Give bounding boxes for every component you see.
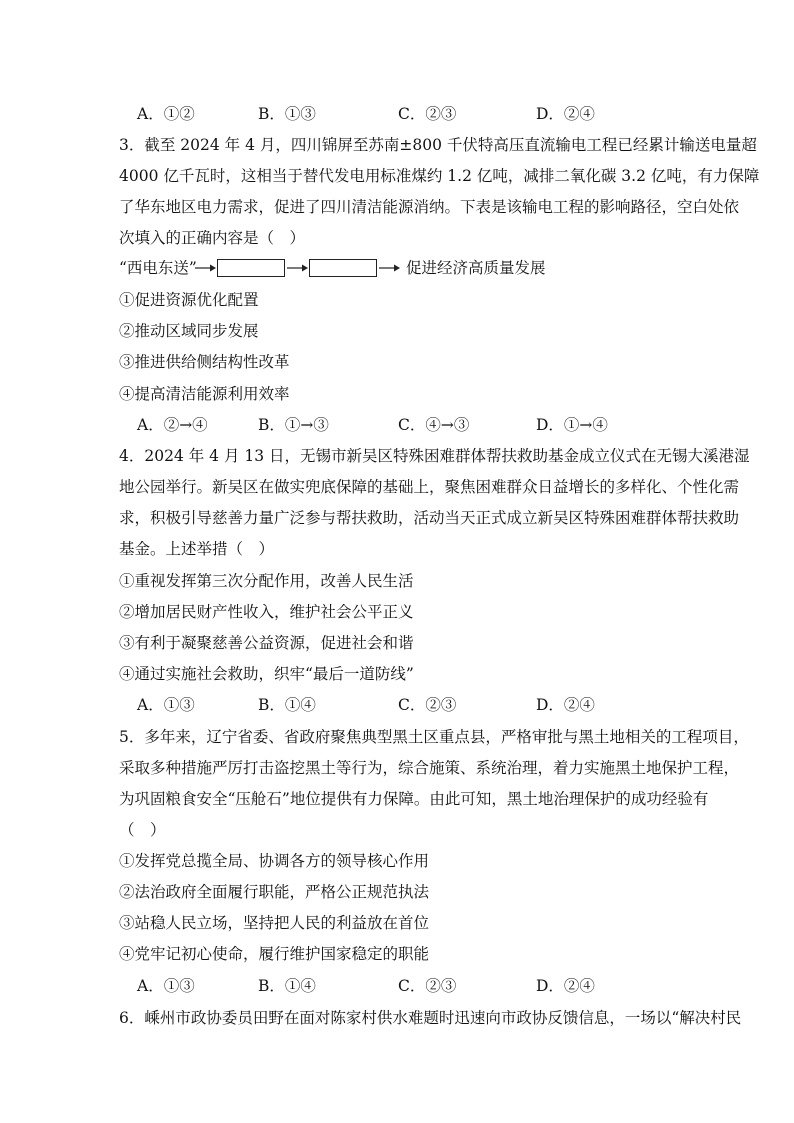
q5-stem-line: 为巩固粮食安全“压舱石”地位提供有力保障。由此可知，黑土地治理保护的成功经验有 [119,790,709,808]
q3-item: ③推进供给侧结构性改革 [119,353,290,371]
q4-stem-line: 求，积极引导慈善力量广泛参与帮扶救助，活动当天正式成立新吴区特殊困难群体帮扶救助 [119,509,740,527]
option-c: C．②③ [398,105,457,123]
option-b: B．①④ [258,977,316,995]
q5-stem-line: （ ） [119,821,166,839]
q4-item: ③有利于凝聚慈善公益资源，促进社会和谐 [119,634,414,652]
option-a: A．①③ [137,977,195,995]
q4-item: ②增加居民财产性收入，维护社会公平正义 [119,603,414,621]
q4-options [137,695,657,715]
q3-options [137,415,657,435]
arrow-right-icon [286,258,308,278]
option-c: C．②③ [398,977,457,995]
option-b: B．①→③ [258,416,329,434]
option-a: A．①③ [137,696,195,714]
option-d: D．②④ [536,977,595,995]
q3-stem-line: 3．截至 2024 年 4 月，四川锦屏至苏南±800 千伏特高压直流输电工程已经累计输送电量超 [119,136,757,154]
q4-item: ④通过实施社会救助，织牢“最后一道防线” [119,665,414,683]
option-b: B．①④ [258,696,316,714]
arrow-right-icon [194,258,216,278]
q5-item: ①发挥党总揽全局、协调各方的领导核心作用 [119,852,430,870]
flow-blank-box-1 [217,259,285,277]
q5-stem-line: 5．多年来，辽宁省委、省政府聚焦典型黑土区重点县，严格审批与黑土地相关的工程项目， [119,728,749,746]
q5-stem-line: 采取多种措施严厉打击盗挖黑土等行为，综合施策、系统治理，着力实施黑土地保护工程， [119,759,740,777]
q5-item: ②法治政府全面履行职能，严格公正规范执法 [119,883,430,901]
arrow-right-icon [378,258,400,278]
flow-start-label: “西电东送” [119,259,197,277]
q3-stem-line: 次填入的正确内容是（ ） [119,229,306,247]
q3-stem-line: 了华东地区电力需求，促进了四川清洁能源消纳。下表是该输电工程的影响路径，空白处依 [119,198,740,216]
option-c: C．②③ [398,696,457,714]
option-d: D．②④ [536,105,595,123]
q3-flow-diagram [119,258,679,278]
option-d: D．①→④ [536,416,608,434]
q3-item: ①促进资源优化配置 [119,291,259,309]
option-a: A．②→④ [137,416,208,434]
q5-item: ④党牢记初心使命，履行维护国家稳定的职能 [119,945,430,963]
q4-stem-line: 基金。上述举措（ ） [119,540,275,558]
q4-stem-line: 4．2024 年 4 月 13 日，无锡市新吴区特殊困难群体帮扶救助基金成立仪式在无锡大溪港湿 [119,447,750,465]
option-a: A．①② [137,105,195,123]
option-d: D．②④ [536,696,595,714]
q4-stem-line: 地公园举行。新吴区在做实兜底保障的基础上，聚焦困难群众日益增长的多样化、个性化需 [119,478,740,496]
flow-blank-box-2 [309,259,377,277]
q4-item: ①重视发挥第三次分配作用，改善人民生活 [119,572,414,590]
flow-end-label: 促进经济高质量发展 [406,259,546,277]
q3-item: ②推动区域同步发展 [119,322,259,340]
option-c: C．④→③ [398,416,470,434]
q2-options [137,104,657,124]
q5-options [137,976,657,996]
q3-item: ④提高清洁能源利用效率 [119,385,290,403]
q5-item: ③站稳人民立场，坚持把人民的利益放在首位 [119,914,430,932]
q3-stem-line: 4000 亿千瓦时，这相当于替代发电用标准煤约 1.2 亿吨，减排二氧化碳 3.2 亿吨，有力保障 [119,167,760,185]
q6-stem-line: 6．嵊州市政协委员田野在面对陈家村供水难题时迅速向市政协反馈信息，一场以“解决村民 [119,1009,742,1027]
option-b: B．①③ [258,105,316,123]
